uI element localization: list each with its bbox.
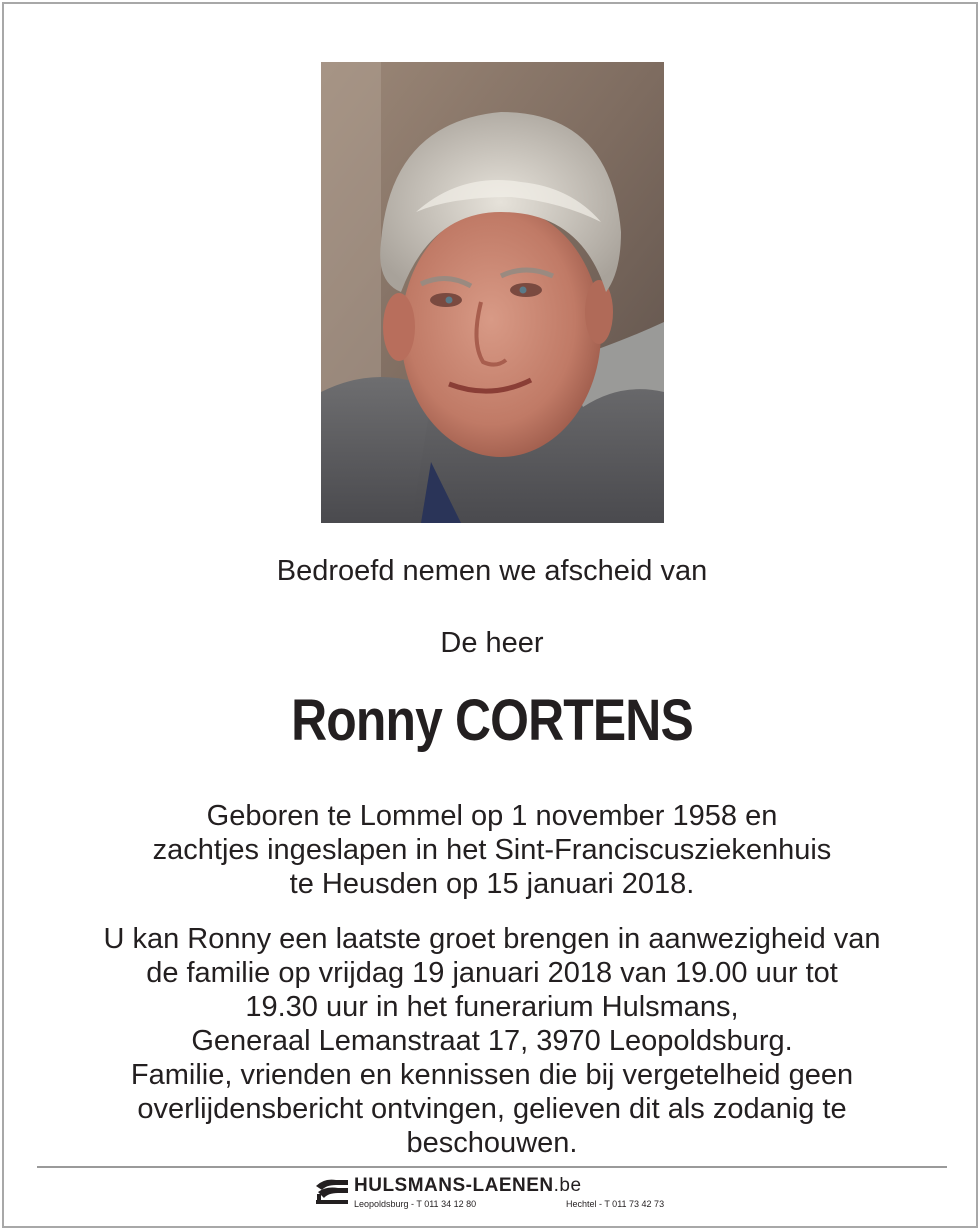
birth-line: te Heusden op 15 januari 2018.: [289, 868, 695, 900]
deceased-name: Ronny CORTENS: [291, 688, 693, 753]
portrait-photo-image: [321, 62, 664, 523]
funeral-home-footer: [4, 1174, 980, 1214]
address-hechtel: Hechtel - T 011 73 42 73: [566, 1199, 665, 1209]
portrait-photo: [321, 62, 664, 523]
address-leopoldsburg: Leopoldsburg - T 011 34 12 80: [354, 1199, 477, 1209]
obituary-card: [2, 2, 978, 1228]
footer-divider: [37, 1166, 947, 1168]
brand-name: HULSMANS-LAENEN: [354, 1175, 554, 1196]
visitation-line: beschouwen.: [406, 1127, 578, 1159]
funeral-home-brand: [354, 1174, 582, 1198]
birth-line: zachtjes ingeslapen in het Sint-Franciscusziekenhuis: [152, 834, 832, 866]
visitation-line: de familie op vrijdag 19 januari 2018 van 19.00 uur tot: [146, 957, 838, 989]
honorific-text: De heer: [440, 627, 544, 659]
birth-paragraph: [4, 799, 980, 901]
visitation-line: 19.30 uur in het funerarium Hulsmans,: [245, 991, 739, 1023]
intro-text: Bedroefd nemen we afscheid van: [276, 555, 708, 587]
visitation-paragraph: [4, 922, 980, 1160]
brand-tld: .be: [553, 1175, 582, 1196]
visitation-line: Generaal Lemanstraat 17, 3970 Leopoldsburg.: [191, 1025, 793, 1057]
visitation-line: Familie, vrienden en kennissen die bij vergetelheid geen: [130, 1059, 854, 1091]
birth-line: Geboren te Lommel op 1 november 1958 en: [206, 800, 778, 832]
hulsmans-laenen-logo-icon: [314, 1176, 350, 1206]
visitation-line: overlijdensbericht ontvingen, gelieven dit als zodanig te: [137, 1093, 847, 1125]
visitation-line: U kan Ronny een laatste groet brengen in aanwezigheid van: [103, 923, 881, 955]
